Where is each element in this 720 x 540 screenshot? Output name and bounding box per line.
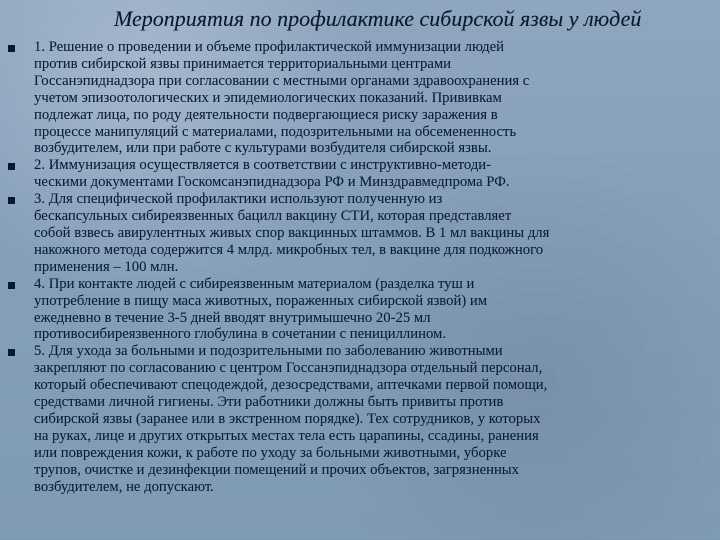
list-item-text: 2. Иммунизация осуществляется в соответствии с инструктивно-методи- ческими документами Госкомсанэпиднадзора РФ и Минздравмедпрома РФ. <box>34 157 510 191</box>
list-item-text: 1. Решение о проведении и объеме профилактической иммунизации людей против сибирской язвы принимается территориальными центрами Госсанэпиднадзора при согласовании с местными органами здравоохранения с учетом эпизоотологических и эпидемиологических показаний. Прививкам подлежат лица, по роду деятельности подвергающиеся риску заражения в процессе манипуляций с материалами, подозрительными на обсемененность возбудителем, или при работе с культурами возбудителя сибирской язвы. <box>34 39 530 157</box>
bullet-square-icon <box>8 197 15 204</box>
list-item-text: 5. Для ухода за больными и подозрительными по заболеванию животными закрепляют по согласованию с центром Госсанэпиднадзора отдельный персонал, который обеспечивают спецодеждой, дезосредствами, аптечками первой помощи, средствами личной гигиены. Эти работники должны быть привиты против сибирской язвы (заранее или в экстренном порядке). Тех сотрудников, у которых на руках, лице и других открытых местах тела есть царапины, ссадины, ранения или повреждения кожи, к работе по уходу за больными животными, уборке трупов, очистке и дезинфекции помещений и прочих объектов, загрязненных возбудителем, не допускают. <box>34 343 548 495</box>
list-item-text: 4. При контакте людей с сибиреязвенным материалом (разделка туш и употребление в пищу маса животных, пораженных сибирской язвой) им ежедневно в течение 3-5 дней вводят внутримышечно 20-25 мл противосибиреязвенного глобулина в сочетании с пенициллином. <box>34 275 488 343</box>
bullet-square-icon <box>8 45 15 52</box>
list-item <box>8 343 718 495</box>
bullet-square-icon <box>8 349 15 356</box>
list-item <box>8 39 718 157</box>
content-list <box>8 39 718 537</box>
slide-title: Мероприятия по профилактике сибирской язвы у людей <box>114 6 642 31</box>
list-item <box>8 191 718 276</box>
bullet-square-icon <box>8 163 15 170</box>
list-item-text: 3. Для специфической профилактики используют полученную из бескапсульных сибиреязвенных бацилл вакцину СТИ, которая представляет собой взвесь авирулентных живых спор вакцинных штаммов. В 1 мл вакцины для накожного метода содержится 4 млрд. микробных тел, в вакцине для подкожного применения – 100 млн. <box>34 191 550 275</box>
list-item <box>8 276 718 344</box>
bullet-square-icon <box>8 282 15 289</box>
list-item <box>8 157 718 191</box>
